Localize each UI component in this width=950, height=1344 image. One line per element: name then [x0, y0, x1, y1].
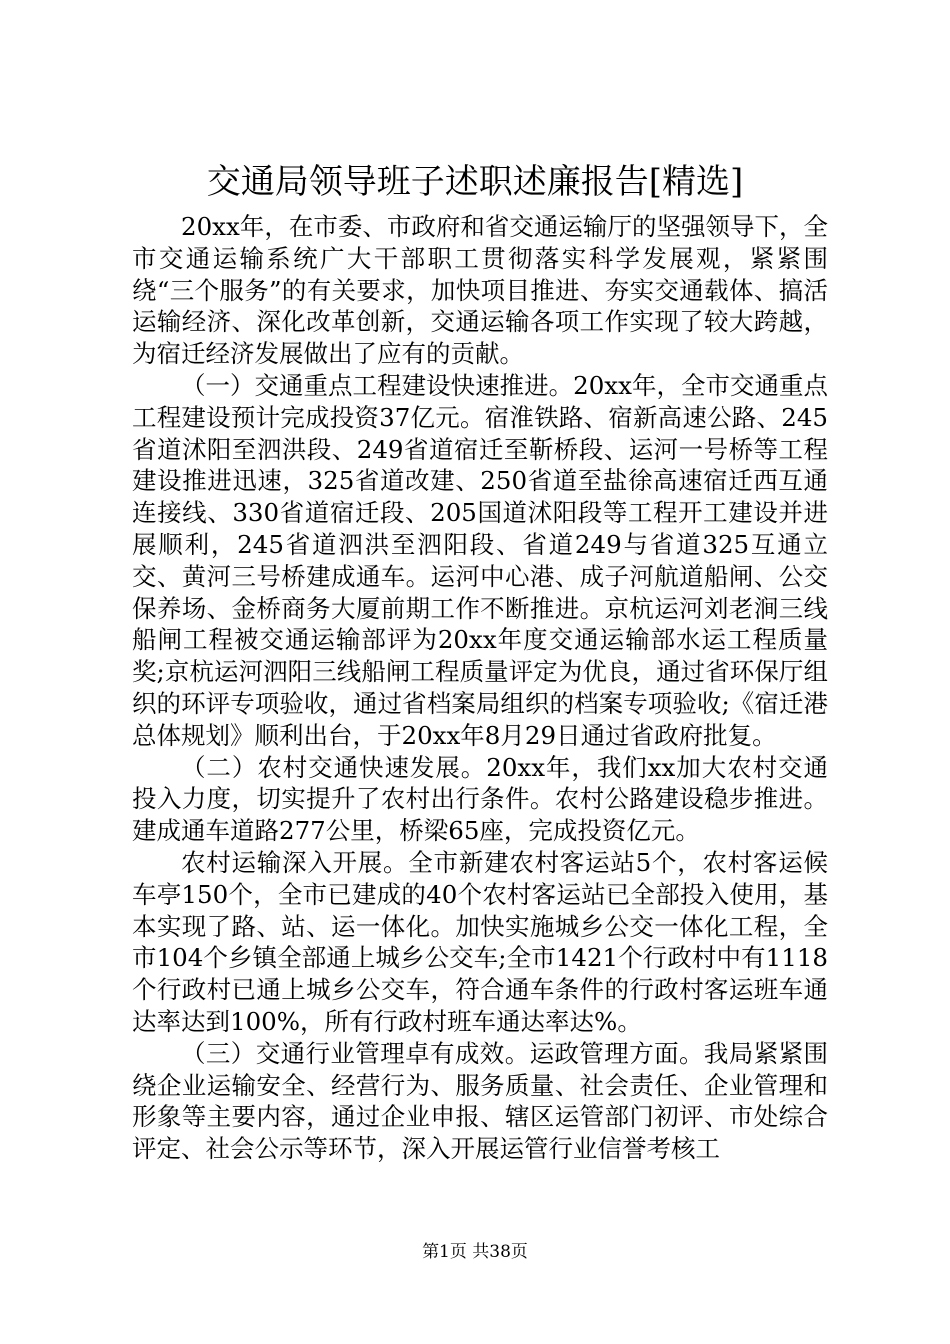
paragraph-key-projects: （一）交通重点工程建设快速推进。20xx年，全市交通重点工程建设预计完成投资37亿元。宿淮铁路、宿新高速公路、245省道沭阳至泗洪段、249省道宿迁至靳桥段、运河一号桥等工程建设推进迅速，325省道改建、250省道至盐徐高速宿迁西互通连接线、330省道宿迁段、205国道沭阳段等工程开工建设并进展顺利，245省道泗洪至泗阳段、省道249与省道325互通立交、黄河三号桥建成通车。运河中心港、成子河航道船闸、公交保养场、金桥商务大厦前期工作不断推进。京杭运河刘老涧三线船闸工程被交通运输部评为20xx年度交通运输部水运工程质量奖;京杭运河泗阳三线船闸工程质量评定为优良，通过省环保厅组织的环评专项验收，通过省档案局组织的档案专项验收;《宿迁港总体规划》顺利出台，于20xx年8月29日通过省政府批复。: [132, 370, 828, 750]
document-body: [132, 211, 828, 1165]
paragraph-intro: 20xx年，在市委、市政府和省交通运输厅的坚强领导下，全市交通运输系统广大干部职工贯彻落实科学发展观，紧紧围绕“三个服务”的有关要求，加快项目推进、夯实交通载体、搞活运输经济、深化改革创新，交通运输各项工作实现了较大跨越，为宿迁经济发展做出了应有的贡献。: [132, 212, 828, 369]
document-title: 交通局领导班子述职述廉报告[精选]: [206, 162, 744, 202]
page-footer: 第1页 共38页: [422, 1242, 528, 1262]
paragraph-rural-transport: 农村运输深入开展。全市新建农村客运站5个，农村客运候车亭150个，全市已建成的40个农村客运站已全部投入使用，基本实现了路、站、运一体化。加快实施城乡公交一体化工程，全市104个乡镇全部通上城乡公交车;全市1421个行政村中有1118个行政村已通上城乡公交车，符合通车条件的行政村客运班车通达率达到100%，所有行政村班车通达率达%。: [132, 847, 828, 1036]
paragraph-industry-management: （三）交通行业管理卓有成效。运政管理方面。我局紧紧围绕企业运输安全、经营行为、服务质量、社会责任、企业管理和形象等主要内容，通过企业申报、辖区运管部门初评、市处综合评定、社会公示等环节，深入开展运管行业信誉考核工: [132, 1038, 828, 1164]
paragraph-rural-traffic: （二）农村交通快速发展。20xx年，我们xx加大农村交通投入力度，切实提升了农村出行条件。农村公路建设稳步推进。建成通车道路277公里，桥梁65座，完成投资亿元。: [132, 752, 828, 846]
